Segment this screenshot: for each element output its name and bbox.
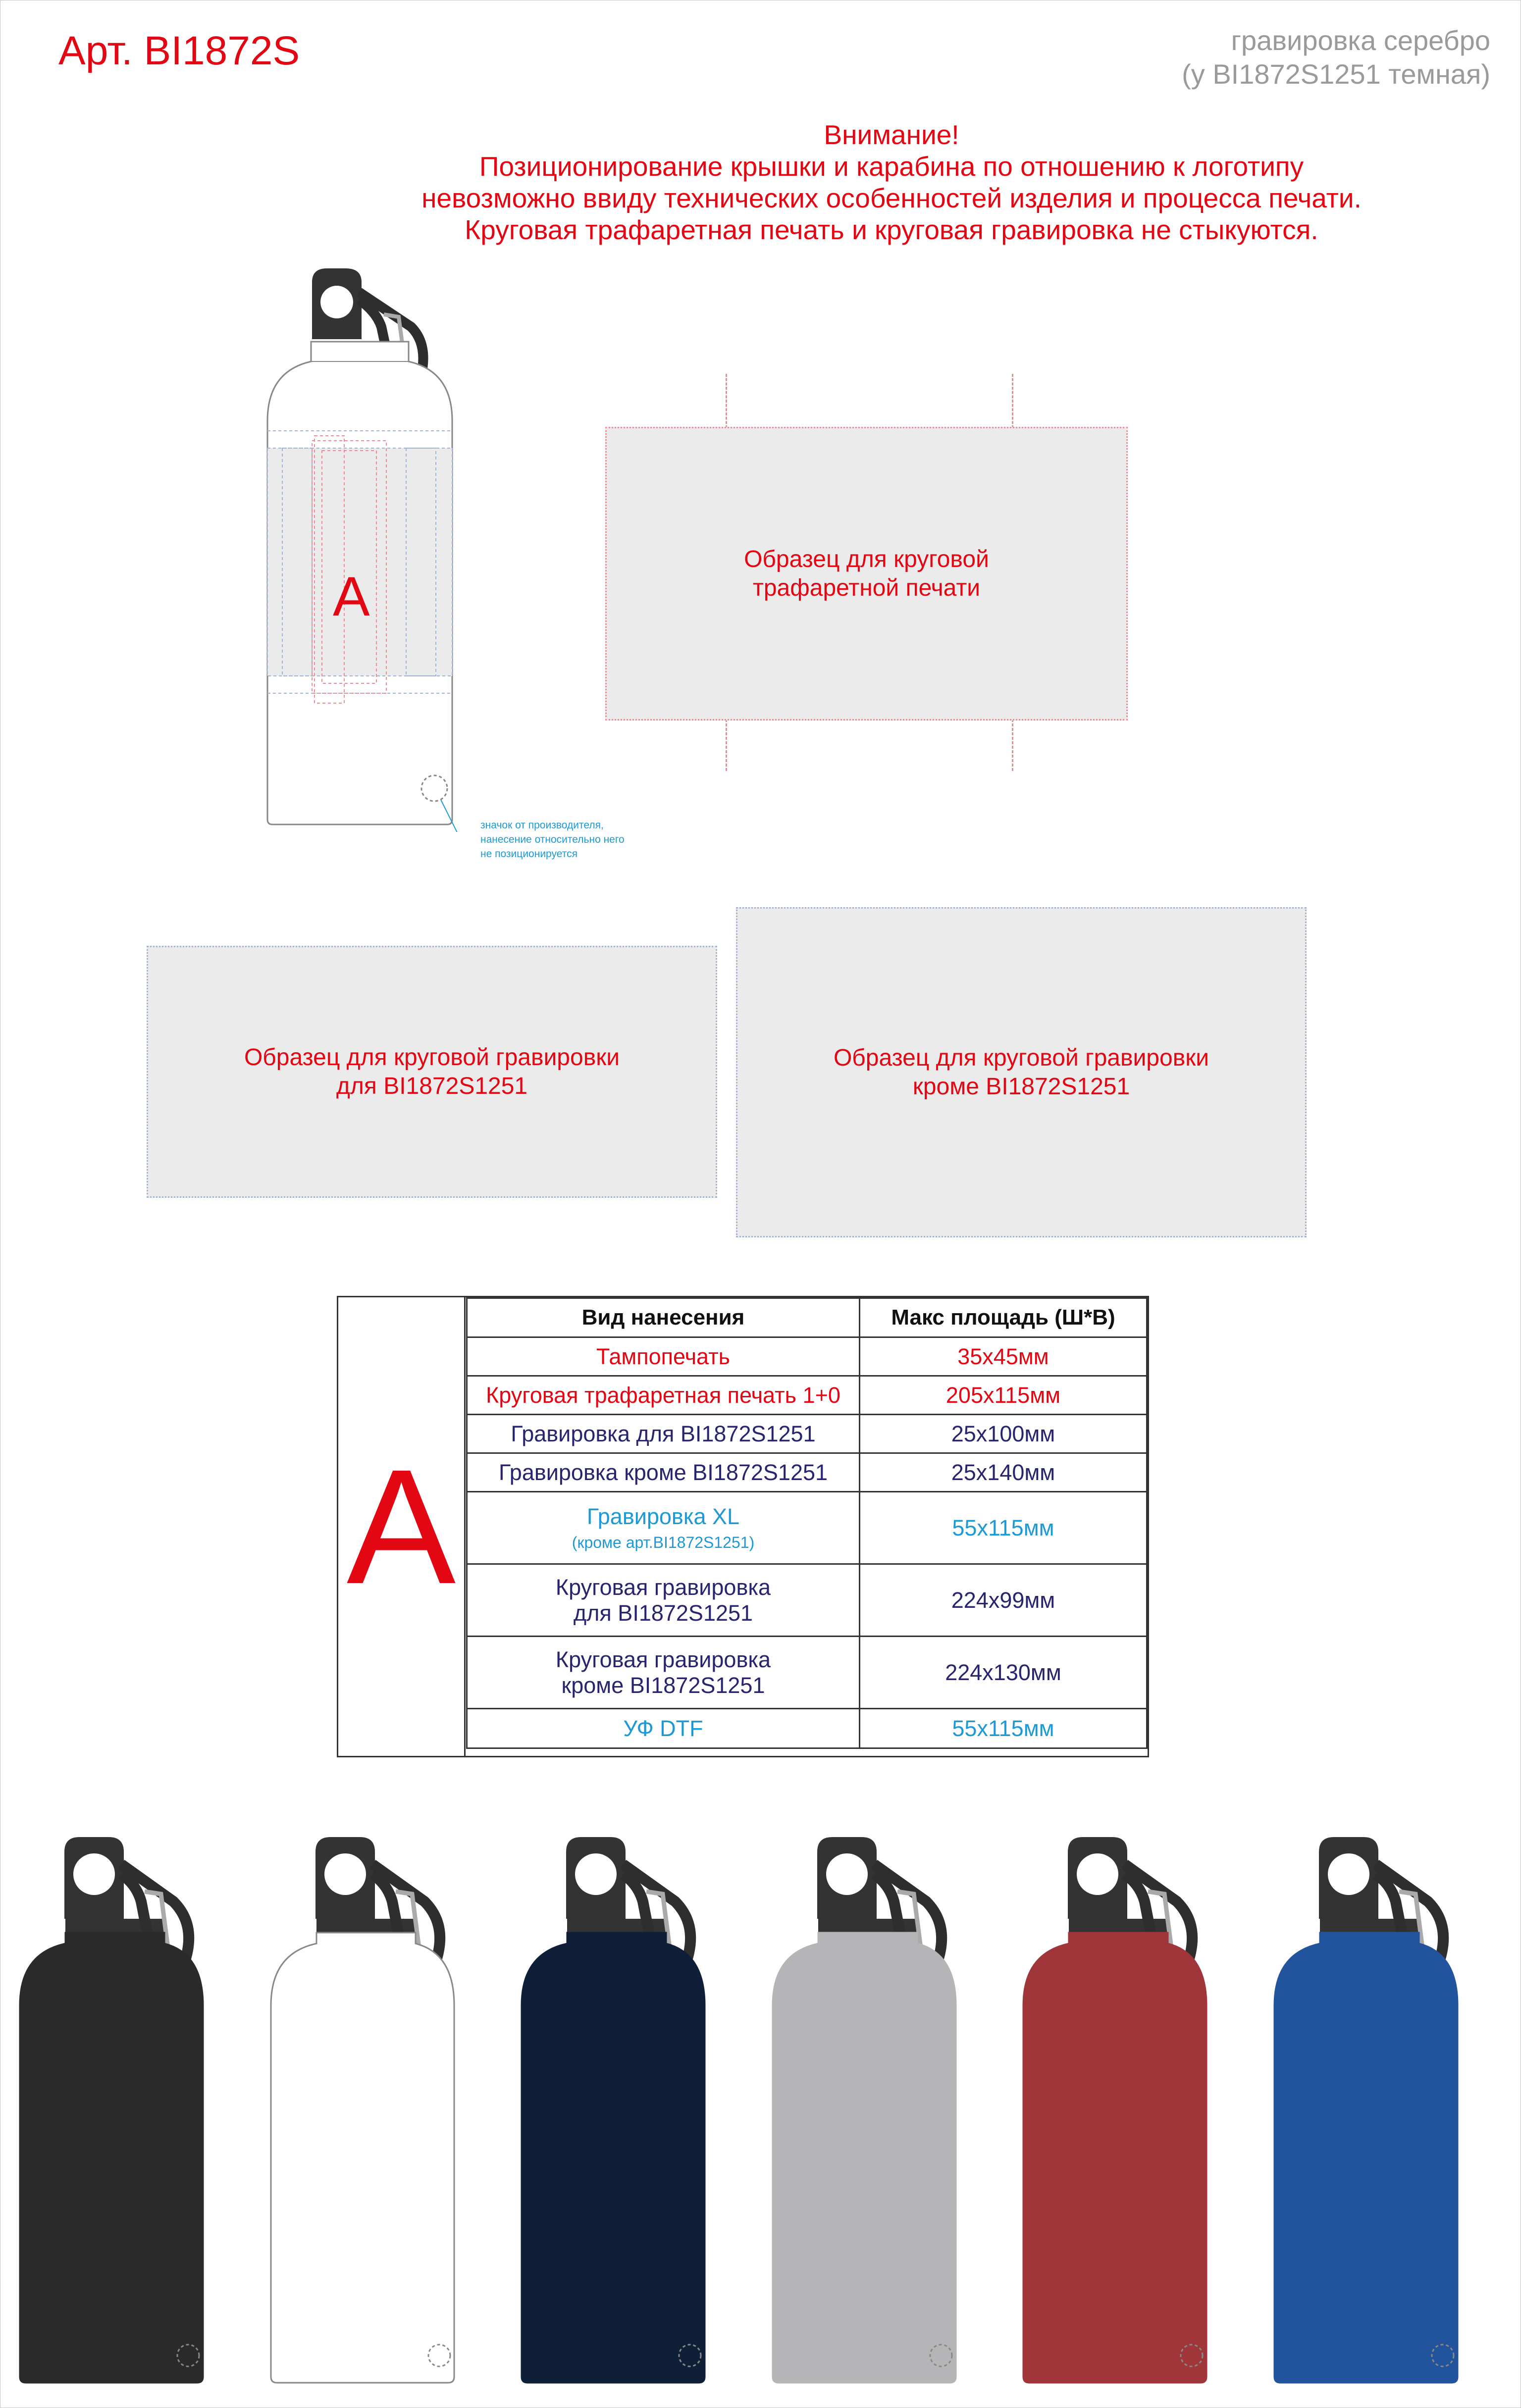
col-method-header: Вид нанесения	[467, 1298, 860, 1337]
area-cell: 35х45мм	[860, 1337, 1147, 1376]
method-cell: Гравировка кроме BI1872S1251	[467, 1453, 860, 1492]
zone-letter: A	[333, 565, 370, 627]
table-row	[467, 1337, 1147, 1376]
engraving-sample-except-bi1872s1251	[736, 907, 1307, 1237]
table-row	[467, 1564, 1147, 1637]
table-row	[467, 1709, 1147, 1748]
area-cell: 224х130мм	[860, 1637, 1147, 1709]
print-methods-table	[337, 1296, 1149, 1757]
method-cell	[467, 1564, 860, 1637]
notice-line3: Круговая трафаретная печать и круговая гравировка не стыкуются.	[465, 214, 1318, 245]
crop-mark	[1012, 374, 1013, 428]
crop-mark	[726, 374, 727, 428]
engraving-sample-bi1872s1251	[147, 946, 717, 1198]
area-cell: 205х115мм	[860, 1376, 1147, 1415]
table-row	[467, 1637, 1147, 1709]
method-main: Гравировка XL	[586, 1504, 740, 1529]
area-cell: 224х99мм	[860, 1564, 1147, 1637]
area-cell: 55х115мм	[860, 1492, 1147, 1564]
screen-sample-line1: Образец для круговой	[744, 546, 989, 572]
screen-print-sample	[605, 427, 1128, 720]
method-cell	[467, 1637, 860, 1709]
bottle-variant	[773, 1837, 956, 2383]
table-row	[467, 1376, 1147, 1415]
engraving-sample1-line1: Образец для круговой гравировки	[244, 1044, 620, 1071]
area-cell: 55х115мм	[860, 1709, 1147, 1748]
methods-table	[466, 1297, 1148, 1749]
finish-note	[1182, 24, 1490, 91]
table-row	[467, 1453, 1147, 1492]
bottle-variant	[1023, 1837, 1206, 2383]
finish-note-line2: (у BI1872S1251 темная)	[1182, 58, 1490, 90]
method-cell: Тампопечать	[467, 1337, 860, 1376]
table-row	[467, 1415, 1147, 1453]
method-cell: Гравировка для BI1872S1251	[467, 1415, 860, 1453]
method-cell	[467, 1492, 860, 1564]
method-cell: Круговая трафаретная печать 1+0	[467, 1376, 860, 1415]
engraving-sample2-line2: кроме BI1872S1251	[912, 1073, 1130, 1100]
bottle-variant	[522, 1837, 705, 2383]
logo-note-line2: нанесение относительно него	[480, 834, 625, 845]
screen-sample-line2: трафаретной печати	[752, 574, 981, 601]
method-line1: Круговая гравировка	[555, 1574, 771, 1600]
table-row	[467, 1492, 1147, 1564]
bottle-variant	[1274, 1837, 1458, 2383]
engraving-sample2-line1: Образец для круговой гравировки	[833, 1044, 1209, 1071]
method-sub: (кроме арт.BI1872S1251)	[572, 1534, 755, 1551]
notice-title: Внимание!	[824, 119, 959, 150]
col-area-header: Макс площадь (Ш*В)	[860, 1298, 1147, 1337]
notice-line1: Позиционирование крышки и карабина по отношению к логотипу	[479, 151, 1304, 182]
engraving-sample1-line2: для BI1872S1251	[336, 1073, 528, 1099]
area-cell: 25х140мм	[860, 1453, 1147, 1492]
manufacturer-logo-note	[480, 818, 625, 861]
notice-line2: невозможно ввиду технических особенностей изделия и процесса печати.	[421, 183, 1362, 213]
bottle-variant	[20, 1837, 203, 2383]
method-cell: УФ DTF	[467, 1709, 860, 1748]
bottle-technical-drawing	[258, 262, 515, 832]
bottle-variant	[271, 1837, 454, 2383]
logo-note-line1: значок от производителя,	[480, 820, 604, 831]
method-line1: Круговая гравировка	[555, 1646, 771, 1672]
method-line2: кроме BI1872S1251	[561, 1672, 765, 1698]
method-line2: для BI1872S1251	[573, 1600, 753, 1626]
article-title: Арт. BI1872S	[58, 28, 300, 73]
finish-note-line1: гравировка серебро	[1231, 25, 1490, 56]
table-zone-letter: A	[338, 1297, 466, 1756]
crop-mark	[726, 719, 727, 771]
color-variants	[0, 1827, 1521, 2402]
crop-mark	[1012, 719, 1013, 771]
logo-note-line3: не позиционируется	[480, 848, 577, 860]
warning-notice	[302, 119, 1481, 246]
area-cell: 25х100мм	[860, 1415, 1147, 1453]
table-header-row	[467, 1298, 1147, 1337]
